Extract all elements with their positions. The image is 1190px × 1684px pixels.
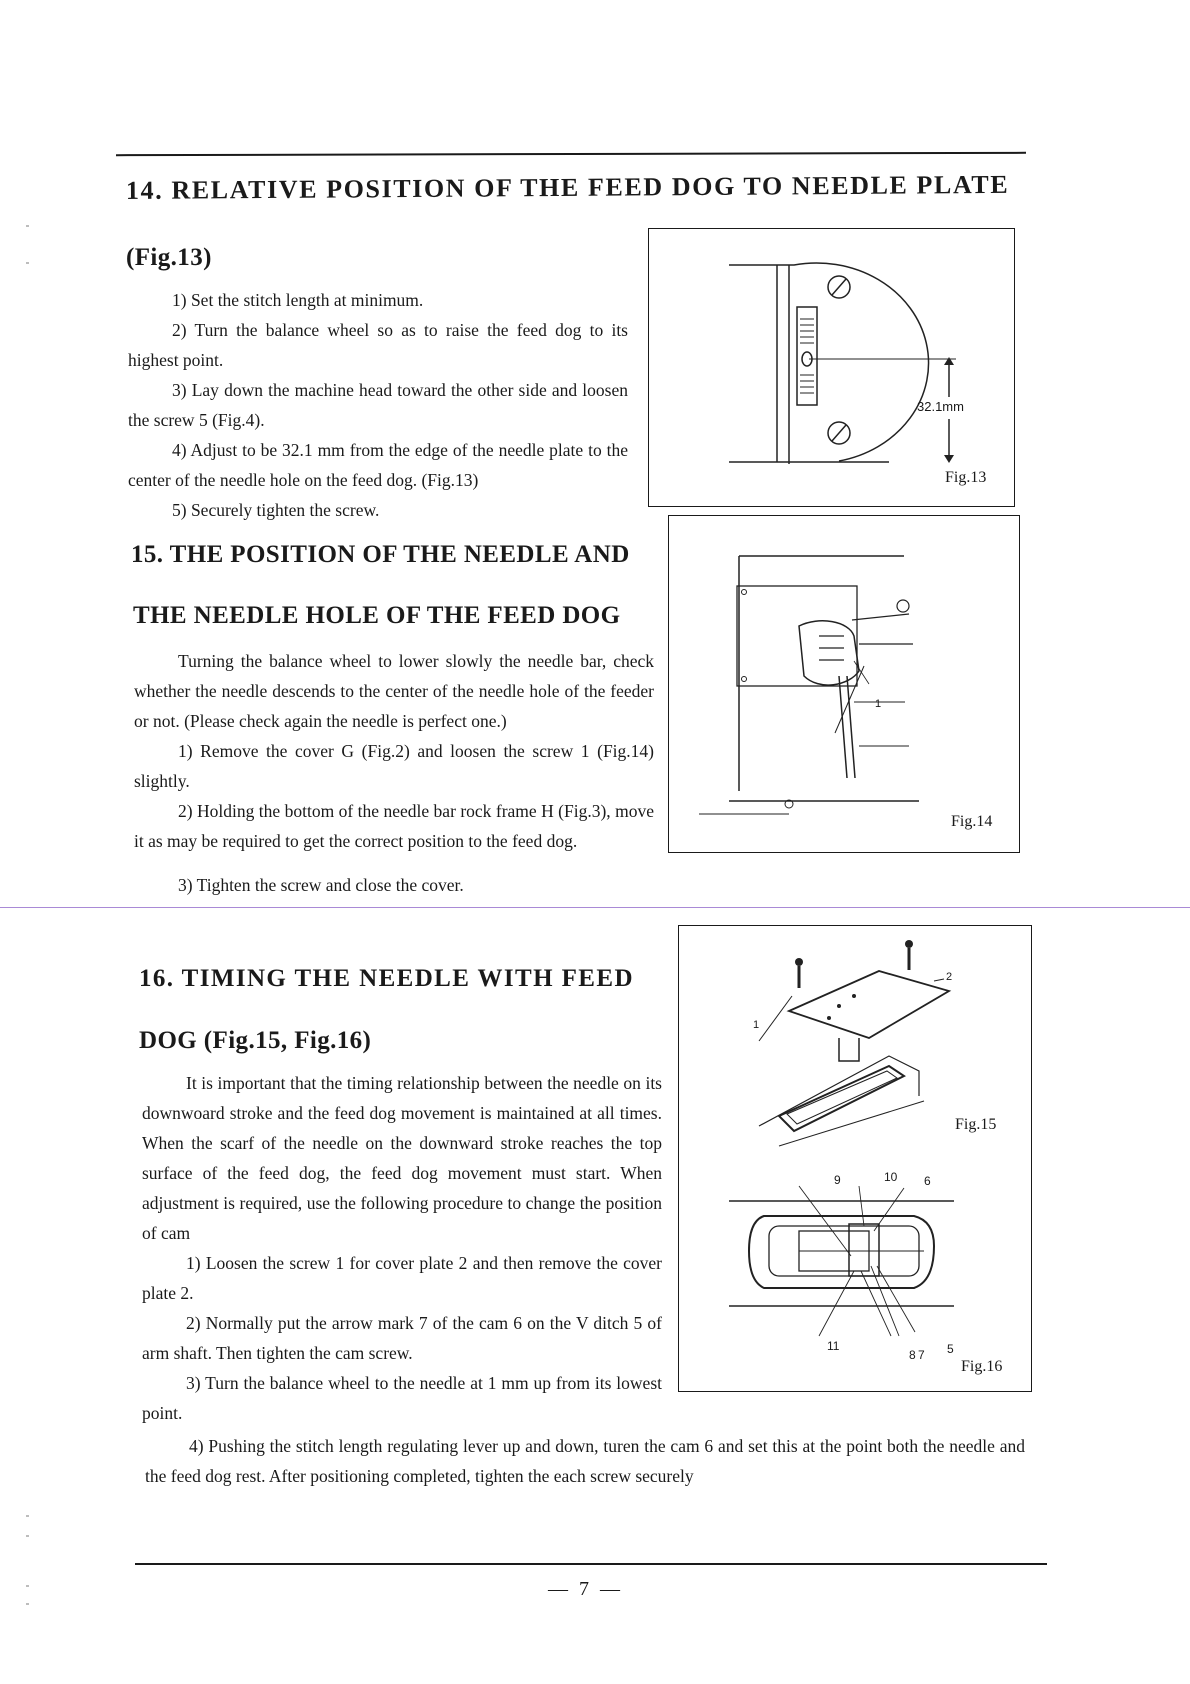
section-15-subtitle: THE NEEDLE HOLE OF THE FEED DOG [133, 602, 621, 629]
fig14-label-1: 1 [875, 698, 882, 710]
section-14-title: 14. RELATIVE POSITION OF THE FEED DOG TO NEEDLE PLATE [125, 169, 1010, 205]
step-14-1: 1) Set the stitch length at minimum. [172, 290, 424, 310]
step-16-3: 3) Turn the balance wheel to the needle at 1 mm up from its lowest point. [142, 1373, 662, 1423]
section-14-subtitle: (Fig.13) [126, 244, 212, 271]
section-16-title: 16. TIMING THE NEEDLE WITH FEED [139, 965, 634, 992]
fig15-label-2: 2 [946, 971, 953, 983]
figure-15-16 [678, 925, 1032, 1392]
figure-13 [648, 228, 1015, 507]
section-15-body [134, 646, 654, 900]
section-15-title: 15. THE POSITION OF THE NEEDLE AND [131, 541, 630, 568]
section-14-steps [128, 285, 628, 525]
top-rule [116, 152, 1026, 156]
fig16-label-11: 11 [827, 1339, 840, 1353]
fig16-label-6: 6 [924, 1174, 931, 1188]
fig16-label-9: 9 [834, 1173, 841, 1187]
section-16-subtitle: DOG (Fig.15, Fig.16) [139, 1027, 372, 1054]
step-16-1: 1) Loosen the screw 1 for cover plate 2 and then remove the cover plate 2. [142, 1253, 662, 1303]
fig16-caption: Fig.16 [961, 1358, 1003, 1375]
fig16-label-7: 7 [918, 1348, 925, 1362]
fig13-dimension-label: 32.1mm [917, 399, 964, 414]
step-16-4 [145, 1431, 1025, 1491]
fig16-label-8: 8 [909, 1348, 916, 1362]
fig15-caption: Fig.15 [955, 1116, 997, 1133]
step-14-5: 5) Securely tighten the screw. [172, 500, 380, 520]
fig13-caption: Fig.13 [945, 469, 987, 486]
step-14-2: 2) Turn the balance wheel so as to raise the feed dog to its highest point. [128, 320, 628, 370]
step-15-3: 3) Tighten the screw and close the cover. [178, 875, 464, 895]
fold-line [0, 907, 1190, 908]
page-number: — 7 — [548, 1578, 623, 1600]
step-15-1: 1) Remove the cover G (Fig.2) and loosen the screw 1 (Fig.14) slightly. [134, 741, 654, 791]
fig15-label-1: 1 [753, 1019, 760, 1031]
bottom-rule [135, 1563, 1047, 1565]
step-15-2: 2) Holding the bottom of the needle bar rock frame H (Fig.3), move it as may be required to get the correct position to the feed dog. [134, 801, 654, 851]
step-14-3: 3) Lay down the machine head toward the other side and loosen the screw 5 (Fig.4). [128, 380, 628, 430]
section-15-intro: Turning the balance wheel to lower slowly the needle bar, check whether the needle descends to the center of the needle hole of the feeder or not. (Please check again the needle is perfect one.) [134, 651, 654, 731]
section-16-intro: It is important that the timing relationship between the needle on its downwoard stroke and the feed dog movement is maintained at all times. When the scarf of the needle on the downward stroke reaches the top surface of the feed dog, the feed dog movement must start. When adjustment is required, use the following procedure to change the position of cam [142, 1073, 662, 1243]
fig14-drawing [669, 516, 1019, 852]
fig16-label-10: 10 [884, 1170, 898, 1184]
step-14-4: 4) Adjust to be 32.1 mm from the edge of the needle plate to the center of the needle hole on the feed dog. (Fig.13) [128, 440, 628, 490]
step-16-2: 2) Normally put the arrow mark 7 of the cam 6 on the V ditch 5 of arm shaft. Then tighten the cam screw. [142, 1313, 662, 1363]
figure-14 [668, 515, 1020, 853]
fig13-drawing [649, 229, 1014, 506]
fig14-caption: Fig.14 [951, 813, 993, 830]
section-16-body [142, 1068, 662, 1428]
fig15-16-drawing [679, 926, 1031, 1391]
fig16-label-5: 5 [947, 1342, 954, 1356]
step-16-4-text: 4) Pushing the stitch length regulating lever up and down, turen the cam 6 and set this at the point both the needle and the feed dog rest. After positioning completed, tighten the each screw securely [145, 1436, 1025, 1486]
